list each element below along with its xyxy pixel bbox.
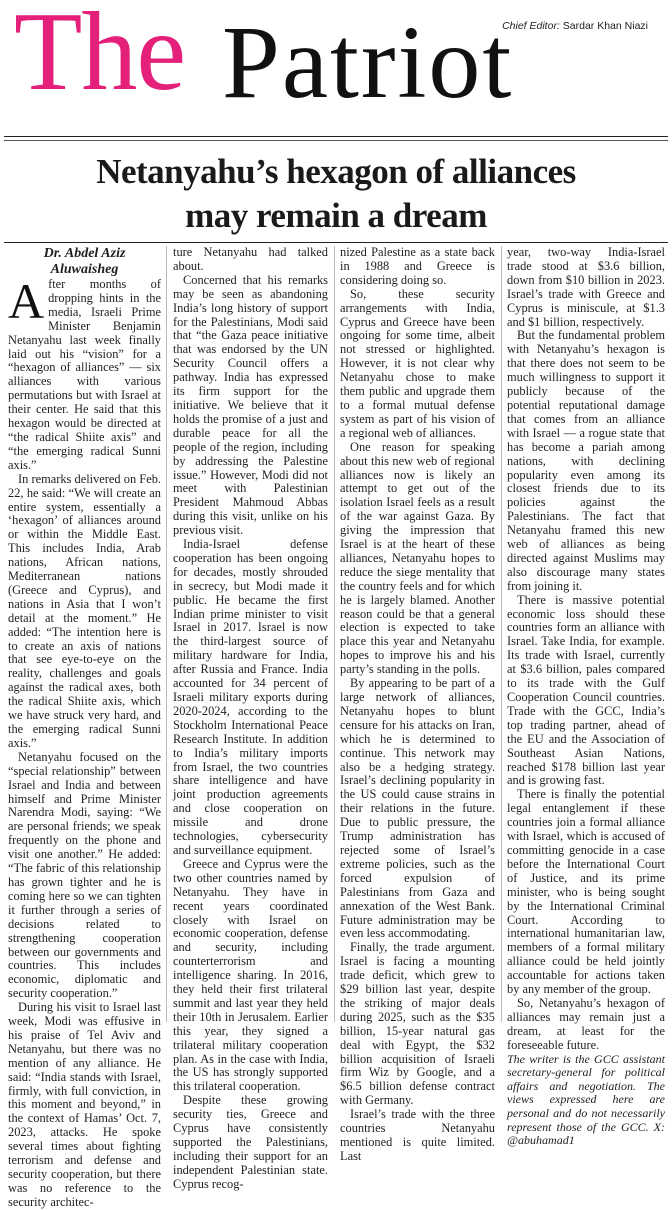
- article-paragraph: In remarks delivered on Feb. 22, he said: “We will create an entire system, essentially a ‘hexagon’ of alliances around or within the Middle East. This includes India, Arab nations, African nations, Mediterranean nations (Greece and Cyprus), and nations in Asia that I won’t detail at the moment.” He added: “The intention here is to create an axis of nations that see eye-to-eye on the reality, challenges and goals against the radical axes, both the radical Shiite axis, which we have struck very hard, and the emerging radical Sunni axis.”: [8, 471, 161, 750]
- chief-editor-label: Chief Editor:: [502, 20, 560, 32]
- article-column-4: [507, 245, 665, 1148]
- article-paragraph: ture Netanyahu had talked about.: [173, 245, 328, 273]
- article-paragraph: One reason for speaking about this new web of regional alliances now is likely an attempt to get out of the isolation Israel feels as a result of the war against Gaza. By giving the impression that Israel is at the heart of these alliances, Netanyahu hopes to reduce the siege mentality that the country feels and for which he is largely blamed. Another reason could be that a general election is expected to take place this year and Netanyahu hopes to improve his and his party’s standing in the polls.: [340, 439, 495, 677]
- article-paragraph: India-Israel defense cooperation has been ongoing for decades, mostly shrouded in secrecy, but Modi made it public. He became the first Indian prime minister to visit Israel in 2017. Israel is now the third-largest source of military hardware for India, after Russia and France. India accounted for 34 percent of Israeli military exports during 2020-2024, according to the Stockholm International Peace Research Institute. In addition to India’s military imports from Israel, the two countries share intelligence and have joint production agreements and close cooperation on missile and drone technologies, cybersecurity and surveillance equipment.: [173, 537, 328, 857]
- masthead: [0, 0, 672, 140]
- article-paragraph: Concerned that his remarks may be seen as abandoning India’s long history of support for the Palestinians, Modi said that “the Gaza peace initiative that was endorsed by the UN Security Council offers a pathway. India has expressed its firm support for the initiative. We believe that it holds the promise of a just and durable peace for all the people of the region, including by addressing the Palestine issue.” However, Modi did not meet with Palestinian President Mahmoud Abbas during this visit, unlike on his previous visit.: [173, 272, 328, 538]
- article-paragraph: Greece and Cyprus were the two other countries named by Netanyahu. They have in recent years coordinated closely with Israel on economic cooperation, defense and security, including counterterrorism and intelligence sharing. In 2016, they held their first trilateral summit and last year they held their 10th in Jerusalem. Earlier this year, they signed a trilateral military cooperation plan. As in the case with India, the US has strongly supported this trilateral cooperation.: [173, 856, 328, 1094]
- author-note: The writer is the GCC assistant secretary-general for political affairs and negotiation. The views expressed here are personal and do not necessarily represent those of the GCC. X: @abuhamad1: [507, 1051, 665, 1148]
- column-divider: [501, 246, 502, 1022]
- article-column-3: [340, 245, 495, 1163]
- column-divider: [334, 246, 335, 1022]
- byline-line-1: Dr. Abdel Aziz: [43, 246, 126, 261]
- article-column-1: [8, 246, 161, 1209]
- article-paragraph: Netanyahu focused on the “special relationship” between Israel and India and between himself and Prime Minister Narendra Modi, saying: “We are personal friends; we speak frequently on the phone and visit one another.” He added: “The fabric of this relationship has grown tighter and he is coming here so we can tighten it further through a series of decisions related to strengthening cooperation between our governments and countries. This includes economic, diplomatic and security cooperation.”: [8, 749, 161, 1001]
- drop-cap: A: [8, 273, 45, 329]
- column-divider: [166, 246, 167, 1022]
- article-paragraph: Israel’s trade with the three countries Netanyahu mentioned is quite limited. Last: [340, 1107, 495, 1163]
- chief-editor-name: Sardar Khan Niazi: [559, 20, 648, 32]
- article-paragraph: Despite these growing security ties, Greece and Cyprus have consistently supported the Palestinians, including their support for an independent Palestinian state. Cyprus recog-: [173, 1093, 328, 1191]
- paragraph-text: fter months of dropping hints in the media, Israeli Prime Minister Benjamin Netanyahu last week finally laid out his “vision” for a “hexagon of alliances” — six alliances with various permutations but with Israel at their center. He said that this hexagon would be directed at “the radical Shiite axis” and “the emerging radical Sunni axis.”: [8, 277, 161, 472]
- masthead-rule-secondary: [4, 140, 668, 141]
- headline-line-2: may remain a dream: [185, 196, 487, 235]
- masthead-logo-patriot: Patriot: [222, 5, 514, 120]
- article-paragraph: But the fundamental problem with Netanyahu’s hexagon is that there does not seem to be much willingness to support it publicly because of the potential reputational damage that comes from an alliance with Israel — a rogue state that has become a pariah among nations, with declining popularity even among its closest friends due to its policies against the Palestinians. The fact that Netanyahu framed this new web of alliances as being directed against Muslims may also discourage many states from joining it.: [507, 328, 665, 593]
- article-paragraph: During his visit to Israel last week, Modi was effusive in his praise of Tel Aviv and Netanyahu, but there was no mention of any alliance. He said: “India stands with Israel, firmly, with full conviction, in this moment and beyond,” in the context of Hamas’ Oct. 7, 2023, attacks. He spoke several times about fighting terrorism and defense and security cooperation, but there was no reference to the security architec-: [8, 1000, 161, 1209]
- article-paragraph: By appearing to be part of a large network of alliances, Netanyahu hopes to blunt censure for his attacks on Iran, which he is determined to continue. This network may also be a hedging strategy. Israel’s declining popularity in the US could cause strains in their relations in the future. Due to public pressure, the Trump administration has rejected some of Israel’s extreme policies, such as the forced expulsion of Palestinians from Gaza and annexation of the West Bank. Future administration may be even less accommodating.: [340, 676, 495, 941]
- article-column-2: [173, 245, 328, 1191]
- headline-rule: [4, 242, 668, 243]
- masthead-logo-the: The: [14, 0, 186, 114]
- chief-editor-credit: [502, 20, 648, 32]
- article-paragraph: Finally, the trade argument. Israel is facing a mounting trade deficit, which grew to $29 billion last year, despite the striking of major deals during 2025, such as the $35 billion, 15-year natural gas deal with Egypt, the $32 billion acquisition of Israeli firm Wiz by Google, and a $6.5 billion defense contract with Germany.: [340, 940, 495, 1108]
- article-paragraph: So, Netanyahu’s hexagon of alliances may remain just a dream, at least for the foreseeable future.: [507, 995, 665, 1052]
- article-paragraph: [8, 273, 161, 473]
- article-paragraph: So, these security arrangements with India, Cyprus and Greece have been ongoing for some time, albeit not stressed or highlighted. However, it is not clear why Netanyahu chose to make them public and upgrade them to a formal mutual defense system as part of his vision of a regional web of alliances.: [340, 286, 495, 440]
- masthead-rule: [4, 136, 668, 137]
- article-headline: [0, 150, 672, 238]
- article-paragraph: nized Palestine as a state back in 1988 and Greece is considering doing so.: [340, 245, 495, 287]
- article-paragraph: year, two-way India-Israel trade stood at $3.6 billion, down from $10 billion in 2023. Israel’s trade with Greece and Cyprus is miniscule, at $1.3 and $1 billion, respectively.: [507, 245, 665, 329]
- byline-line-2: Aluwaisheg: [50, 262, 119, 277]
- headline-line-1: Netanyahu’s hexagon of alliances: [96, 152, 576, 191]
- article-paragraph: There is finally the potential legal entanglement if these countries join a formal alliance with Israel, which is accused of committing genocide in a case before the International Court of Justice, and its prime minister, who is being sought by the International Criminal Court. According to international humanitarian law, members of a formal military alliance could be held jointly accountable for actions taken by any member of the group.: [507, 787, 665, 997]
- article-paragraph: There is massive potential economic loss should these countries form an alliance with Israel. Take India, for example. Its trade with Israel, currently at $3.6 billion, pales compared to its trade with the Gulf Cooperation Council countries. Trade with the GCC, India’s top trading partner, ahead of the EU and the Association of Southeast Asian Nations, reached $178 billion last year and is growing fast.: [507, 592, 665, 788]
